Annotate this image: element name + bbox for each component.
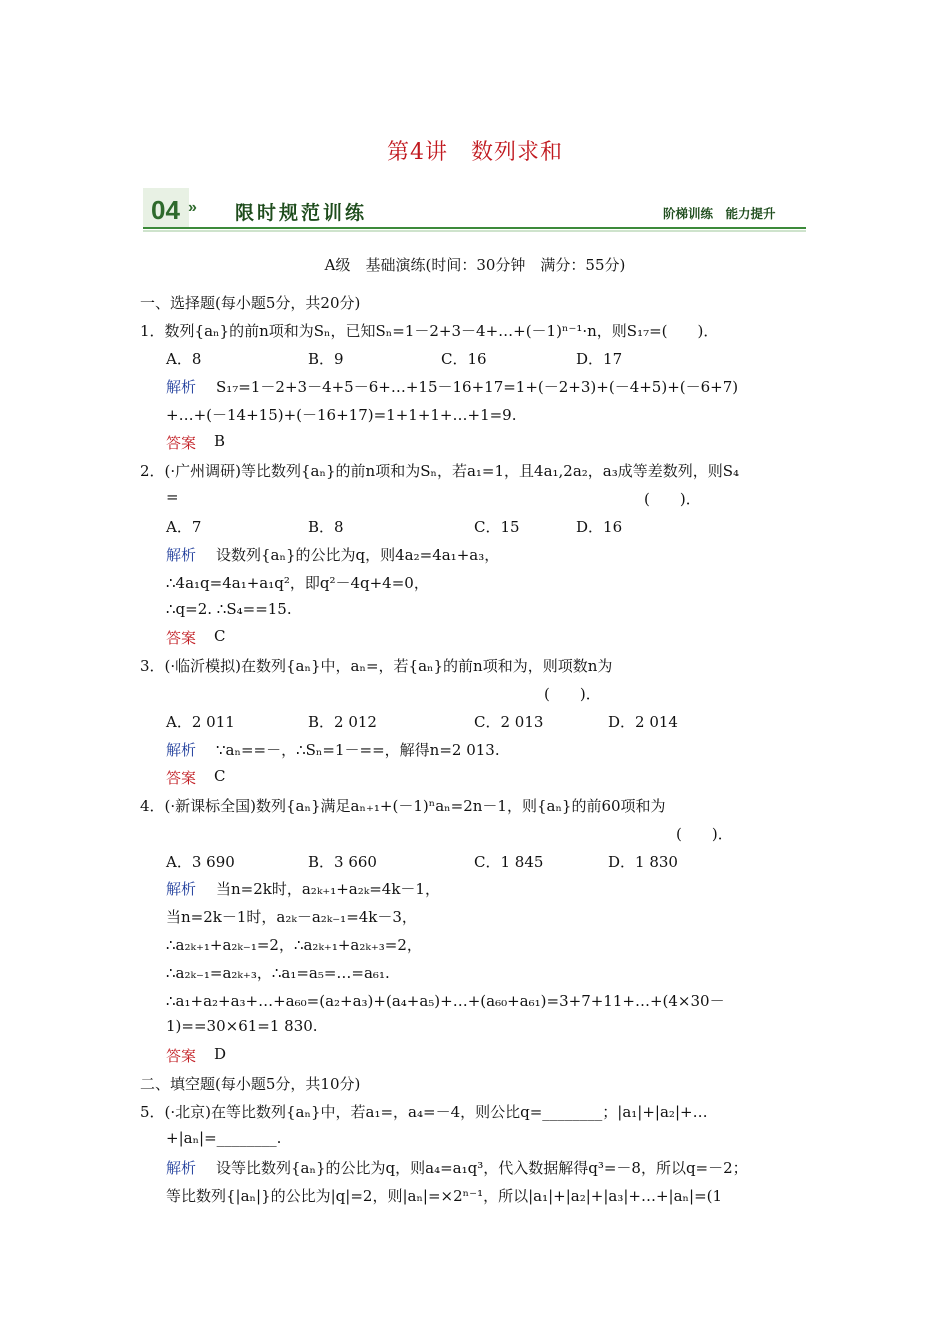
q4-option-b: B．3 660 (308, 853, 377, 871)
q2-paren: ( )． (644, 490, 701, 508)
section-heading-choice: 一、选择题(每小题5分，共20分) (140, 294, 361, 312)
banner-label: 限时规范训练 (235, 202, 368, 224)
q1-analysis-label: 解析 (166, 378, 197, 396)
page-title: 第4讲 数列求和 (387, 140, 563, 165)
q2-stem-2: = (166, 488, 179, 506)
q4-paren: ( )． (676, 825, 733, 843)
q2-answer-label: 答案 (166, 629, 197, 647)
q3-option-b: B．2 012 (308, 713, 377, 731)
q1-answer: B (214, 432, 226, 450)
q4-analysis-6: 1)==30×61=1 830. (166, 1017, 318, 1035)
q4-option-d: D．1 830 (608, 853, 678, 871)
q2-answer: C (214, 627, 226, 645)
q1-stem: 1．数列{aₙ}的前n项和为Sₙ，已知Sₙ=1－2+3－4+…+(－1)ⁿ⁻¹·n，则S₁₇=( )． (140, 322, 719, 340)
section-banner (143, 186, 806, 232)
q4-answer: D (214, 1045, 227, 1063)
q4-option-a: A．3 690 (166, 853, 235, 871)
q4-analysis-5: ∴a₁+a₂+a₃+…+a₆₀=(a₂+a₃)+(a₄+a₅)+…+(a₆₀+a₆₁)=3+7+11+…+(4×30－ (166, 992, 725, 1010)
q2-analysis-1: 设数列{aₙ}的公比为q，则4a₂=4a₁+a₃， (216, 546, 500, 564)
banner-right-label: 阶梯训练 能力提升 (663, 206, 776, 221)
q4-answer-label: 答案 (166, 1047, 197, 1065)
q1-option-d: D．17 (576, 350, 623, 368)
q3-answer-label: 答案 (166, 769, 197, 787)
q4-analysis-1: 当n=2k时，a₂ₖ₊₁+a₂ₖ=4k－1， (216, 880, 440, 898)
q5-analysis-2: 等比数列{|aₙ|}的公比为|q|=2，则|aₙ|=×2ⁿ⁻¹，所以|a₁|+|a₂|+|a₃|+…+|aₙ|=(1 (166, 1187, 723, 1205)
q4-analysis-label: 解析 (166, 880, 197, 898)
q1-option-c: C．16 (441, 350, 487, 368)
q4-analysis-4: ∴a₂ₖ₋₁=a₂ₖ₊₃，∴a₁=a₅=…=a₆₁. (166, 964, 390, 982)
q3-option-c: C．2 013 (474, 713, 544, 731)
q3-paren: ( )． (544, 685, 601, 703)
section-heading-fill: 二、填空题(每小题5分，共10分) (140, 1075, 361, 1093)
q1-analysis-2: +…+(－14+15)+(－16+17)=1+1+1+…+1=9. (166, 406, 517, 424)
banner-arrows: » (188, 199, 197, 216)
q5-stem: 5．(·北京)在等比数列{aₙ}中，若a₁=，a₄=－4，则公比q=________；|a₁|+|a₂|+… (140, 1103, 708, 1121)
q3-analysis-label: 解析 (166, 741, 197, 759)
banner-number: 04 (151, 195, 180, 225)
q1-option-b: B．9 (308, 350, 344, 368)
q3-option-a: A．2 011 (166, 713, 235, 731)
q2-option-d: D．16 (576, 518, 623, 536)
q3-analysis-1: ∵aₙ==－，∴Sₙ=1－==，解得n=2 013. (216, 741, 500, 759)
q2-analysis-2: ∴4a₁q=4a₁+a₁q²，即q²－4q+4=0， (166, 574, 429, 592)
q3-answer: C (214, 767, 226, 785)
q2-analysis-3: ∴q=2. ∴S₄==15. (166, 600, 292, 618)
q2-analysis-label: 解析 (166, 546, 197, 564)
q2-option-b: B．8 (308, 518, 344, 536)
subtitle: A级 基础演练(时间：30分钟 满分：55分) (324, 256, 626, 274)
q1-option-a: A．8 (166, 350, 202, 368)
q3-stem: 3．(·临沂模拟)在数列{aₙ}中，aₙ=，若{aₙ}的前n项和为，则项数n为 (140, 657, 613, 675)
q3-option-d: D．2 014 (608, 713, 678, 731)
q4-analysis-2: 当n=2k－1时，a₂ₖ－a₂ₖ₋₁=4k－3， (166, 908, 417, 926)
q5-stem-2: +|aₙ|=________. (166, 1129, 282, 1147)
q1-analysis-1: S₁₇=1－2+3－4+5－6+…+15－16+17=1+(－2+3)+(－4+5)+(－6+7) (216, 378, 739, 396)
q5-analysis-1: 设等比数列{aₙ}的公比为q，则a₄=a₁q³，代入数据解得q³=－8，所以q=－2； (216, 1159, 748, 1177)
q5-analysis-label: 解析 (166, 1159, 197, 1177)
q4-option-c: C．1 845 (474, 853, 544, 871)
q4-analysis-3: ∴a₂ₖ₊₁+a₂ₖ₋₁=2，∴a₂ₖ₊₁+a₂ₖ₊₃=2， (166, 936, 422, 954)
q4-stem: 4．(·新课标全国)数列{aₙ}满足aₙ₊₁+(－1)ⁿaₙ=2n－1，则{aₙ}的前60项和为 (140, 797, 666, 815)
q1-answer-label: 答案 (166, 434, 197, 452)
q2-option-a: A．7 (166, 518, 202, 536)
q2-stem: 2．(·广州调研)等比数列{aₙ}的前n项和为Sₙ，若a₁=1，且4a₁,2a₂，a₃成等差数列，则S₄ (140, 462, 740, 480)
q2-option-c: C．15 (474, 518, 520, 536)
